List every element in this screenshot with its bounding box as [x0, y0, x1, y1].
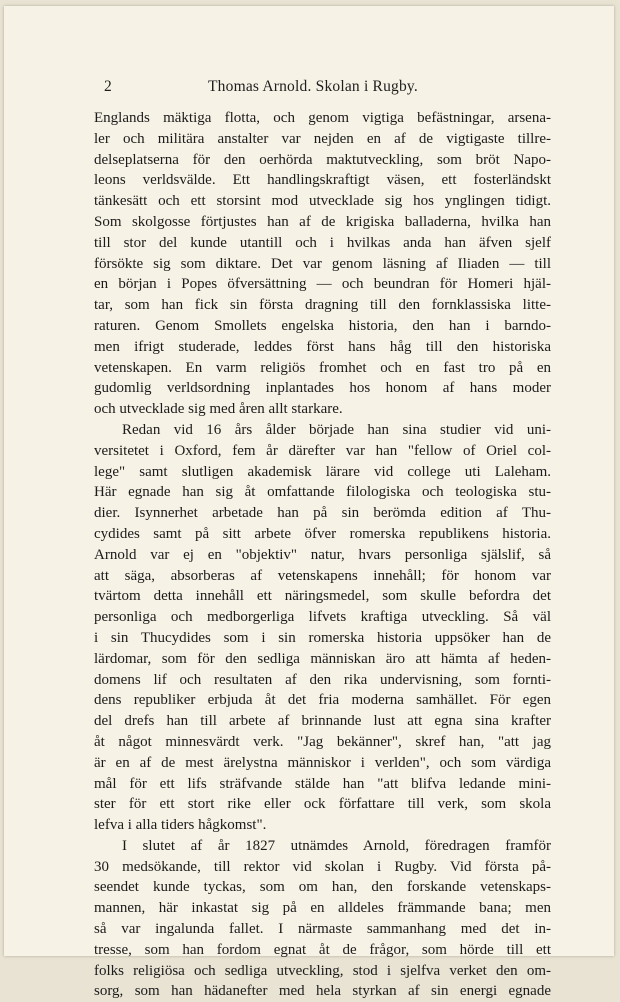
text-line: mannen, här inkastat sig på en alldeles främmande bana; men: [94, 900, 551, 917]
text-line: dens republiker erbjuda åt det fria moderna samhället. För egen: [94, 692, 551, 709]
text-line: Englands mäktiga flotta, och genom vigtiga befästningar, arsena-: [94, 110, 551, 126]
text-line: ster för ett stort rike eller ock författare till verk, som skola: [94, 796, 551, 813]
text-line: cydides samt på sitt arbete öfver romerska republikens historia.: [94, 525, 551, 542]
text-line: leons verldsvälde. Ett handlingskraftigt väsen, ett fosterländskt: [94, 172, 551, 189]
text-line: åt något minnesvärdt verk. "Jag bekänner", skref han, "att jag: [94, 733, 551, 750]
text-line: tänkesätt och ett storsint mod utvecklade sig hos ynglingen tidigt.: [94, 193, 551, 210]
text-line: vetenskapen. En varm religiös fromhet och en fast tro på en: [94, 359, 551, 376]
text-line: tresse, som han fordom egnat åt de frågor, som hörde till ett: [94, 941, 551, 958]
text-line: en början i Popes öfversättning — och beundran för Homeri hjäl-: [94, 276, 551, 293]
text-line: Redan vid 16 års ålder började han sina studier vid uni-: [122, 421, 551, 438]
text-line: 30 medsökande, till rektor vid skolan i Rugby. Vid första på-: [94, 858, 551, 875]
book-page: [4, 6, 614, 1000]
text-line: till stor del kunde utantill och i hvilkas anda han äfven sjelf: [94, 234, 551, 251]
text-line: versitetet i Oxford, fem år därefter var han "fellow of Oriel col-: [94, 442, 551, 459]
text-line: men ifrigt studerade, leddes först hans håg till den historiska: [94, 338, 551, 355]
text-line: ler och militära anstalter var nejden en af de vigtigaste tillre-: [94, 130, 551, 147]
text-line: folks religiösa och sedliga utveckling, stod i sjelfva verket den om-: [94, 962, 551, 979]
text-line: Som skolgosse förtjustes han af de krigiska balladerna, hvilka han: [94, 213, 551, 230]
text-line: och utvecklade sig med åren allt starkare.: [94, 401, 343, 418]
text-line: lefva i alla tiders hågkomst".: [94, 817, 267, 834]
text-line: sorg, som han hädanefter med hela styrkan af sin energi egnade: [94, 983, 551, 1000]
text-line: försökte sig som diktare. Det var genom läsning af Iliaden — till: [94, 255, 551, 272]
text-line: så var ingalunda fallet. I närmaste sammanhang med det in-: [94, 921, 551, 938]
page-number: 2: [104, 78, 112, 95]
text-line: seendet kunde tyckas, som om han, den forskande vetenskaps-: [94, 879, 551, 896]
text-line: I slutet af år 1827 utnämdes Arnold, föredragen framför: [122, 837, 551, 854]
text-line: i sin Thucydides som i sin romerska historia uppsöker han de: [94, 629, 551, 646]
text-line: lege" samt slutligen akademisk lärare vid college uti Laleham.: [94, 463, 551, 480]
paragraph: [94, 108, 551, 420]
text-line: Arnold var ej en "objektiv" natur, hvars personliga själslif, så: [94, 546, 551, 563]
text-line: domens lif och resultaten af den rika undervisning, som fornti-: [94, 671, 551, 688]
text-line: Här egnade han sig åt omfattande filologiska och teologiska stu-: [94, 484, 551, 501]
text-line: lärdomar, som för den sedliga människan äro att hämta af heden-: [94, 650, 551, 667]
body-text: [94, 108, 551, 1002]
text-line: tvärtom detta innehåll ett näringsmedel, som skulle befordra det: [94, 588, 551, 605]
text-line: är en af de mest ärelystna människor i verlden", och som värdiga: [94, 754, 551, 771]
text-line: del drefs han till arbete af brinnande lust att egna sina krafter: [94, 713, 551, 730]
text-line: raturen. Genom Smollets engelska historia, den han i barndo-: [94, 317, 551, 334]
text-line: dier. Isynnerhet arbetade han på sin berömda edition af Thu-: [94, 505, 551, 522]
running-head: Thomas Arnold. Skolan i Rugby.: [208, 78, 418, 95]
text-line: tar, som han fick sin första dragning till den fornklassiska litte-: [94, 297, 551, 314]
text-line: gudomlig verldsordning inplantades hos honom af hans moder: [94, 380, 551, 397]
text-line: mål för ett lifs sträfvande stälde han "att blifva ledande mini-: [94, 775, 551, 792]
text-line: att säga, absorberas af vetenskapens innehåll; för honom var: [94, 567, 551, 584]
text-line: delseplatserna för den oerhörda maktutveckling, som bröt Napo-: [94, 151, 551, 168]
paragraph: [94, 836, 551, 1002]
paragraph: [94, 420, 551, 836]
text-line: personliga och medborgerliga lifvets kraftiga utveckling. Så väl: [94, 609, 551, 626]
